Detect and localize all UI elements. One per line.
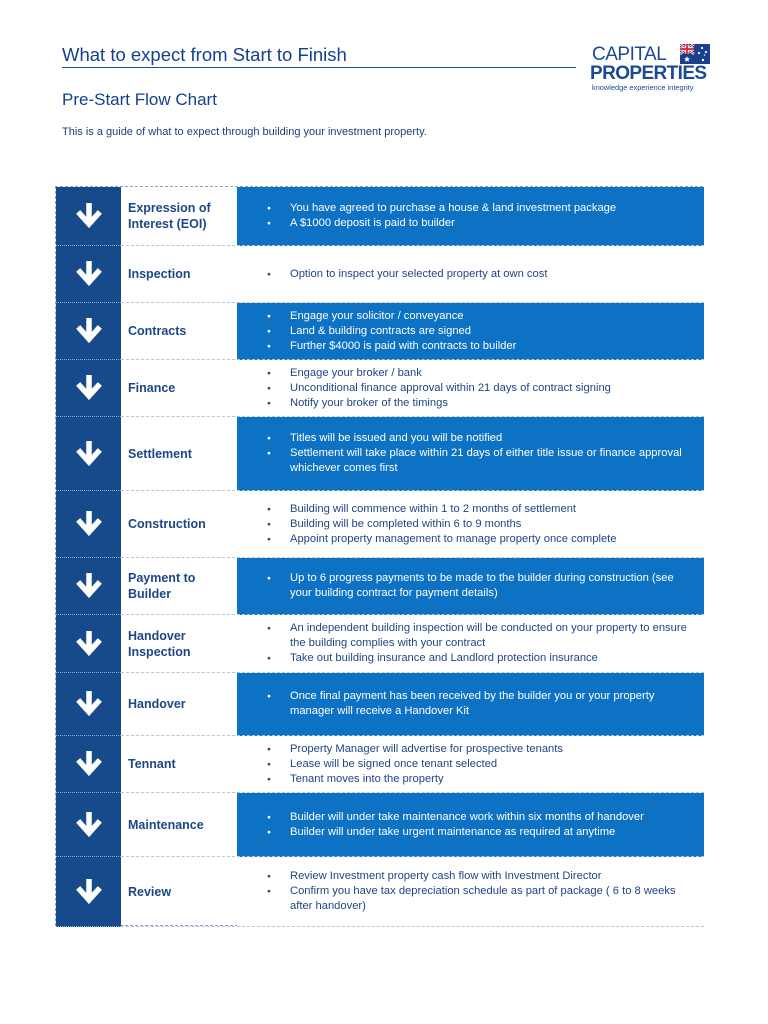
bullet-item: ● Review Investment property cash flow with Investment Director (237, 869, 692, 884)
flow-step-row (56, 187, 704, 246)
step-label (121, 246, 235, 303)
step-label-text: Construction (128, 517, 206, 531)
step-description (237, 360, 704, 417)
flow-step-row (56, 793, 704, 857)
bullet-list (237, 201, 704, 231)
document-title: What to expect from Start to Finish (62, 44, 347, 65)
bullet-item: ● Confirm you have tax depreciation schedule as part of package ( 6 to 8 weeks after handover) (237, 884, 692, 914)
bullet-list (237, 571, 704, 601)
bullet-item: ● Builder will under take urgent maintenance as required at anytime (237, 825, 692, 840)
bullet-list (237, 267, 704, 282)
down-arrow-icon (75, 628, 103, 660)
step-arrow (56, 360, 121, 417)
step-arrow (56, 793, 121, 857)
bullet-list (237, 309, 704, 354)
down-arrow-icon (75, 508, 103, 540)
step-label-text: Settlement (128, 446, 192, 461)
step-arrow (56, 187, 121, 246)
step-arrow (56, 303, 121, 360)
step-label (121, 615, 235, 673)
bullet-item: ● Lease will be signed once tenant selected (237, 757, 692, 772)
flow-step-row (56, 615, 704, 673)
flow-chart-table (55, 186, 703, 926)
bullet-item: ● Option to inspect your selected property at own cost (237, 267, 692, 282)
bullet-list (237, 689, 704, 719)
flow-step-row (56, 303, 704, 360)
bullet-list (237, 810, 704, 840)
step-arrow (56, 615, 121, 673)
flow-step-row (56, 857, 704, 927)
step-description (237, 793, 704, 857)
logo-word-capital: CAPITAL (592, 44, 667, 65)
flow-chart-title: Pre-Start Flow Chart (62, 90, 217, 109)
flow-step-row (56, 558, 704, 615)
bullet-item: ● Once final payment has been received by the builder you or your property manager will receive a Handover Kit (237, 689, 692, 719)
down-arrow-icon (75, 688, 103, 720)
bullet-list (237, 742, 704, 787)
step-arrow (56, 246, 121, 303)
step-label (121, 857, 235, 927)
flow-step-row (56, 360, 704, 417)
step-description (237, 558, 704, 615)
bullet-item: ● Up to 6 progress payments to be made to the builder during construction (see your building contract for payment details) (237, 571, 692, 601)
step-description (237, 857, 704, 927)
intro-text: This is a guide of what to expect through building your investment property. (62, 126, 427, 138)
step-label-text: Finance (128, 381, 176, 395)
step-arrow (56, 673, 121, 736)
company-logo (590, 44, 720, 94)
step-arrow (56, 736, 121, 793)
down-arrow-icon (75, 748, 103, 780)
bullet-item: ● Builder will under take maintenance work within six months of handover (237, 810, 692, 825)
step-label (121, 417, 235, 491)
logo-tagline: knowledge experience integrity (592, 83, 694, 92)
flow-step-row (56, 736, 704, 793)
step-description (237, 736, 704, 793)
bullet-item: ● A $1000 deposit is paid to builder (237, 216, 692, 231)
down-arrow-icon (75, 200, 103, 232)
bullet-list (237, 502, 704, 547)
step-label (121, 187, 235, 246)
down-arrow-icon (75, 438, 103, 470)
step-label (121, 360, 235, 417)
step-label-text: Inspection (128, 267, 191, 281)
down-arrow-icon (75, 570, 103, 602)
step-description (237, 417, 704, 491)
bullet-item: ● An independent building inspection will be conducted on your property to ensure the building complies with your contract (237, 621, 692, 651)
step-arrow (56, 491, 121, 558)
bullet-item: ● Further $4000 is paid with contracts to builder (237, 339, 692, 354)
flow-step-row (56, 417, 704, 491)
step-label-text: Handover (128, 697, 186, 711)
step-label (121, 736, 235, 793)
bullet-item: ● Engage your broker / bank (237, 366, 692, 381)
step-label (121, 558, 235, 615)
step-label-text: Tennant (128, 757, 176, 771)
step-description (237, 615, 704, 673)
bullet-item: ● Land & building contracts are signed (237, 324, 692, 339)
step-arrow (56, 857, 121, 927)
step-label-text: Maintenance (128, 817, 204, 832)
title-divider (62, 67, 576, 68)
step-arrow (56, 558, 121, 615)
flow-step-row (56, 491, 704, 558)
bullet-item: ● Appoint property management to manage property once complete (237, 532, 692, 547)
bullet-item: ● Property Manager will advertise for prospective tenants (237, 742, 692, 757)
down-arrow-icon (75, 876, 103, 908)
down-arrow-icon (75, 809, 103, 841)
flow-step-row (56, 673, 704, 736)
step-label (121, 491, 235, 558)
bullet-list (237, 366, 704, 411)
bullet-item: ● Building will be completed within 6 to 9 months (237, 517, 692, 532)
logo-word-properties: PROPERTIES (590, 63, 707, 84)
bullet-list (237, 431, 704, 476)
australian-flag-icon (680, 44, 710, 64)
down-arrow-icon (75, 315, 103, 347)
step-label (121, 673, 235, 736)
step-label (121, 303, 235, 360)
step-label-text: Expression of Interest (EOI) (128, 201, 211, 231)
step-description (237, 187, 704, 246)
step-description (237, 673, 704, 736)
bullet-item: ● Unconditional finance approval within 21 days of contract signing (237, 381, 692, 396)
step-label-text: Payment to Builder (128, 571, 196, 601)
bullet-item: ● You have agreed to purchase a house & land investment package (237, 201, 692, 216)
bullet-list (237, 869, 704, 914)
step-description (237, 246, 704, 303)
bullet-list (237, 621, 704, 666)
step-description (237, 491, 704, 558)
flow-step-row (56, 246, 704, 303)
step-label-text: Review (128, 884, 172, 899)
bullet-item: ● Take out building insurance and Landlord protection insurance (237, 651, 692, 666)
step-arrow (56, 417, 121, 491)
bullet-item: ● Titles will be issued and you will be notified (237, 431, 692, 446)
step-label-text: Handover Inspection (128, 628, 191, 659)
step-label (121, 793, 235, 857)
bullet-item: ● Tenant moves into the property (237, 772, 692, 787)
bullet-item: ● Building will commence within 1 to 2 months of settlement (237, 502, 692, 517)
down-arrow-icon (75, 372, 103, 404)
step-description (237, 303, 704, 360)
step-label-text: Contracts (128, 324, 187, 338)
bullet-item: ● Notify your broker of the timings (237, 396, 692, 411)
bullet-item: ● Settlement will take place within 21 days of either title issue or finance approval whichever comes first (237, 446, 692, 476)
bullet-item: ● Engage your solicitor / conveyance (237, 309, 692, 324)
down-arrow-icon (75, 258, 103, 290)
